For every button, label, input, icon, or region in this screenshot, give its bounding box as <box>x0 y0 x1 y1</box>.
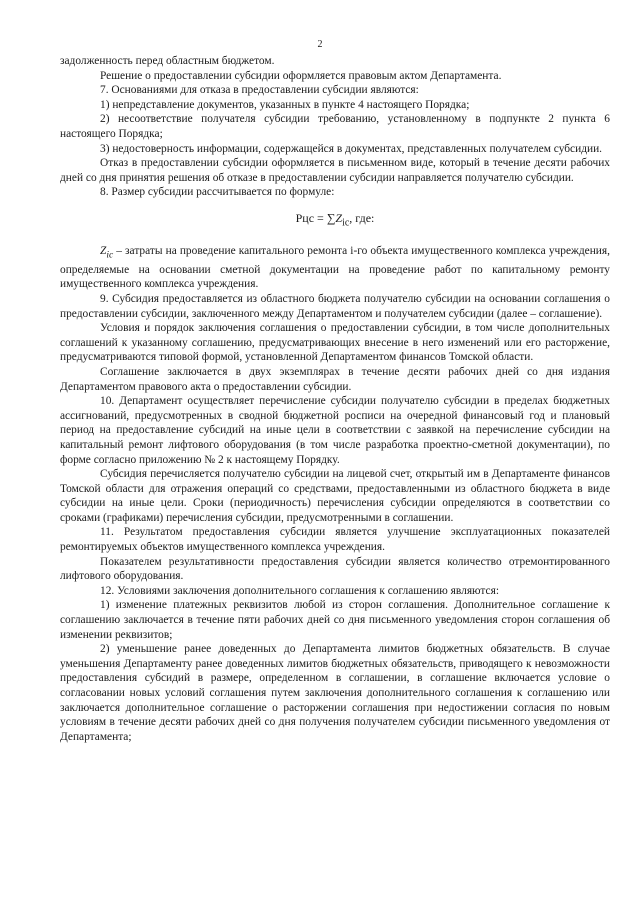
paragraph: 11. Результатом предоставления субсидии является улучшение эксплуатационных показателей ремонтируемых объектов имущественного комплекса учреждения. <box>60 526 610 554</box>
definition-text: – затраты на проведение капитального ремонта i-го объекта имущественного комплекса учреждения, определяемые на основании сметной документации на проведение работ по капитальному ремонту имущественного комплекса учреждения. <box>60 244 610 291</box>
paragraph: 8. Размер субсидии рассчитывается по формуле: <box>100 186 335 199</box>
formula-subscript: ic <box>342 217 350 229</box>
paragraph: задолженность перед областным бюджетом. <box>60 55 275 67</box>
paragraph: Решение о предоставлении субсидии оформляется правовым актом Департамента. <box>100 69 502 82</box>
formula-definition <box>60 244 610 292</box>
page-number: 2 <box>317 39 323 50</box>
formula-suffix: , где: <box>349 210 375 225</box>
paragraph: 2) несоответствие получателя субсидии требованию, установленному в подпункте 2 пункта 6 настоящего Порядка; <box>60 113 610 140</box>
paragraph: Условия и порядок заключения соглашения о предоставлении субсидии, в том числе дополнительных соглашений к указанному соглашению, предусматривающих внесение в него изменений или его расторжение, предусматриваются типовой формой, установленной Департаментом финансов Томской области. <box>60 322 610 364</box>
paragraph: Субсидия перечисляется получателю субсидии на лицевой счет, открытый им в Департаменте финансов Томской области для отражения операций со средствами, предоставленными из областного бюджета в виде субсидии на иные цели. Сроки (периодичность) перечисления субсидии определяются в соответствии со сроками (графиками) перечисления субсидии, предусмотренными в соглашении. <box>60 468 610 524</box>
definition-variable: Z <box>100 244 107 257</box>
paragraph: 3) недостоверность информации, содержащейся в документах, представленных получателем субсидии. <box>100 142 603 155</box>
paragraph: 10. Департамент осуществляет перечисление субсидии получателю субсидии в пределах бюджетных ассигнований, предусмотренных в сводной бюджетной росписи на очередной финансовый год и плановый период на предоставление субсидий на иные цели в соответствии с заявкой на перечисление субсидии на капитальный ремонт лифтового оборудования (в том числе разработка проектно-сметной документации), по форме согласно приложению № 2 к настоящему Порядку. <box>60 395 610 466</box>
formula-lhs: Рцс = ∑ <box>295 210 336 225</box>
paragraph: 7. Основаниями для отказа в предоставлении субсидии являются: <box>100 84 419 97</box>
paragraph: 9. Субсидия предоставляется из областного бюджета получателю субсидии на основании соглашения о предоставлении субсидии, заключенного между Департаментом и получателем субсидии (далее – соглашение). <box>60 292 610 320</box>
paragraph: Соглашение заключается в двух экземплярах в течение десяти рабочих дней со дня издания Департаментом правового акта о предоставлении субсидии. <box>60 365 610 393</box>
formula <box>60 211 610 231</box>
definition-subscript: ic <box>106 250 114 261</box>
document-body <box>60 54 610 744</box>
paragraph: 1) изменение платежных реквизитов любой из сторон соглашения. Дополнительное соглашение к соглашению заключается в течение пяти рабочих дней со дня письменного уведомления сторон соглашения об изменении реквизитов; <box>60 599 610 641</box>
paragraph: 1) непредставление документов, указанных в пункте 4 настоящего Порядка; <box>100 98 470 111</box>
paragraph: Показателем результативности предоставления субсидии является количество отремонтированного лифтового оборудования. <box>60 555 610 583</box>
paragraph: 2) уменьшение ранее доведенных до Департамента лимитов бюджетных обязательств. В случае уменьшения Департаменту ранее доведенных лимитов бюджетных обязательств, приводящего к невозможности предоставления субсидий в размере, определенном в соглашении, в соглашение включается условие о согласовании новых условий соглашения путем заключения дополнительного соглашения к соглашению или заключается дополнительное соглашение о расторжении соглашения при недостижении согласия по новым условиям в течение десяти рабочих дней со дня получения получателем субсидии письменного уведомления от Департамента; <box>60 643 610 743</box>
paragraph: 12. Условиями заключения дополнительного соглашения к соглашению являются: <box>100 584 499 597</box>
paragraph: Отказ в предоставлении субсидии оформляется в письменном виде, который в течение десяти рабочих дней со дня принятия решения об отказе в предоставлении субсидии направляется получателю субсидии. <box>60 157 610 184</box>
formula-variable: Z <box>335 210 343 225</box>
